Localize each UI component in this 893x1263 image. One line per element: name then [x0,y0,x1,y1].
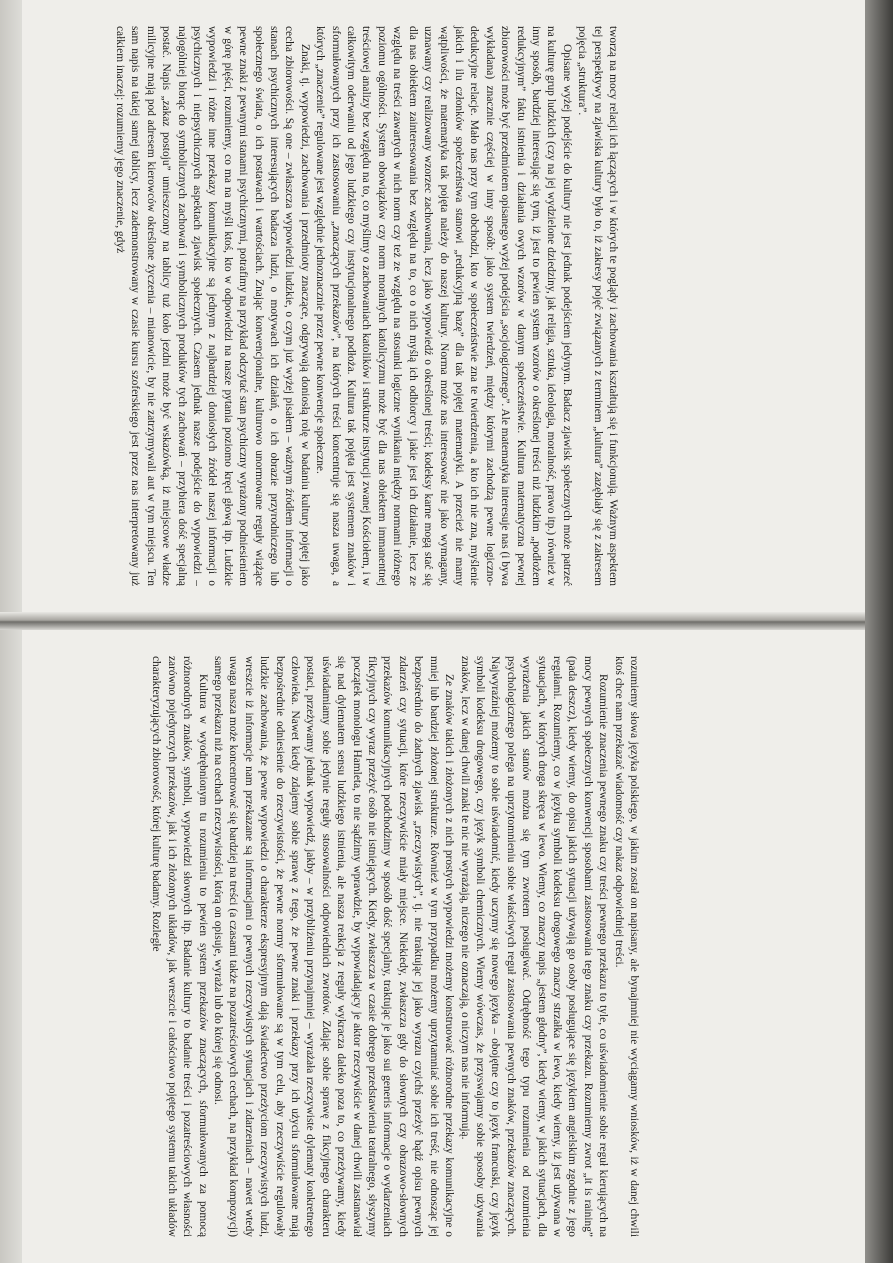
paragraph: Ze znaków takich i złożonych z nich prostych wypowiedzi możemy konstruować różnorodne przekazy komunikacyjne o mniej lub bardziej złożonej strukturze. Również w tym przypadku możemy uprzytamniać sobie ich treść, nie odnosząc jej bezpośrednio do żadnych zjawisk „rzeczywistych”, tj. nie traktując jej jako wyrazu czyichś przeżyć bądź opisu pewnych zdarzeń czy sytuacji, które rzeczywiście miały miejsce. Niekiedy, zwłaszcza gdy do słownych czy obrazowo-słownych przekazów komunikacyjnych podchodzimy w sposób dość specjalny, traktując je jako sui generis informacje o wydarzeniach fikcyjnych czy wyraz przeżyć osób nie istniejących. Kiedy, zwłaszcza w czasie dobrego przedstawienia teatralnego, słyszymy początek monologu Hamleta, to nie sądzimy wprawdzie, by wypowiadający je aktor rzeczywiście w danej chwili zastanawiał się nad dylematem sensu ludzkiego istnienia, ale nasza reakcja z reguły wykracza daleko poza to, co przeżywamy, kiedy uświadamiamy sobie jedynie reguły stosowalności odpowiednich zwrotów. Zdając sobie sprawę z fikcyjnego charakteru postaci, przeżywamy jednak wypowiedź, jakby – w przybliżeniu przynajmniej – wyrażała rzeczywiste dylematy konkretnego człowieka. Nawet kiedy zdajemy sobie sprawę z tego, że pewne znaki i przekazy przy ich użyciu sformułowane mają bezpośrednie odniesienie do rzeczywistości, że pewne normy sformułowane są w tym celu, aby rzeczywiście regulowały ludzkie zachowania, że pewne wypowiedzi o charakterze ekspresyjnym dają świadectwo przeżyciom rzeczywistych ludzi, wreszcie iż informacje nam przekazane są informacjami o pewnych rzeczywistych sytuacjach i zdarzeniach – nawet wtedy uwaga nasza może koncentrować się bardziej na treści (a czasami także na pozatreściowych cechach, na przykład kompozycji) samego przekazu niż na cechach rzeczywistości, którą on opisuje, wyraża lub do której się odnosi. [212,656,456,1237]
paragraph: Opisane wyżej podejście do kultury nie jest jednak podejściem jedynym. Badacz zjawisk społecznych może patrzeć na kulturę grup ludzkich (czy na jej wydzielone dziedziny, jak religia, sztuka, ideologia, moralność, prawo itp.) również w inny sposób, bardziej interesując się tym, iż jest to pewien system wzorów o określonej treści niż ludzkim „podłożem redukcyjnym” faktu istnienia i działania owych wzorów w danym społeczeństwie. Kultura matematyczna pewnej zbiorowości może być przedmiotem opisanego wyżej podejścia „socjologicznego”. Ale matematyka interesuje nas (i bywa wykładana) znacznie częściej w inny sposób: jako system twierdzeń, między którymi zachodzą pewne logiczno-dedukcyjne relacje. Mało nas przy tym obchodzi, kto w społeczeństwie zna te twierdzenia, a kto ich nie zna, myślenie jakich i ilu członków społeczeństwa stanowi „redukcyjną bazę” dla tak pojętej matematyki. A przecież nie mamy wątpliwości, że matematyka tak pojęta należy do naszej kultury. Norma może nas interesować nie jako wymagany, uznawany czy realizowany wzorzec zachowania, lecz jako wypowiedź o określonej treści; kodeksy karne mogą stać się dla nas obiektem zainteresowania bez względu na to, co o nich myślą ich odbiorcy i jakie jest ich działanie, lecz ze względu na treści zawartych w nich norm czy też ze względu na stosunki logiczne wynikania między normami różnego poziomu ogólności. System obowiązków czy norm moralnych katolicyzmu może być dla nas obiektem immanentnej treściowej analizy bez względu na to, co myślimy o zachowaniach katolików i strukturze instytucji zwanej Kościołem, i w całkowitym oderwaniu od jego ludzkiego czy instytucjonalnego podłoża. Kultura tak pojęta jest systemem znaków i sformułowanych przy ich zastosowaniu „znaczących przekazów”, na których treści koncentruje się nasza uwaga, a których „znaczenie” regulowane jest względnie jednoznacznie przez pewne konwencje społeczne. [314,26,573,586]
paragraph: Znaki, tj. wypowiedzi, zachowania i przedmioty znaczące, odgrywają doniosłą rolę w badaniu kultury pojętej jako cecha zbiorowości. Są one – zwłaszcza wypowiedzi ludzkie, o czym już wyżej pisałem – ważnym źródłem informacji o stanach psychicznych interesujących badacza ludzi, o motywach ich działań, o ich obrazie przyrodniczego lub społecznego świata, o ich postawach i wartościach. Znając konwencjonalne, kulturowo unormowane reguły wiążące pewne znaki z pewnymi stanami psychicznymi, potrafimy na przykład odczytać stan psychiczny wyrażony podniesieniem w górę pięści, rozumiemy, co ma na myśli ktoś, kto w odpowiedzi na nasze pytania poziomo kręci głową itp. Ludzkie wypowiedzi i różne inne przekazy komunikacyjne są jednym z najbardziej doniosłych źródeł naszej informacji o psychicznych i niepsychicznych aspektach zjawisk społecznych. Czasem jednak nasze podejście do wypowiedzi – najogólniej biorąc do symbolicznych zachowań i symbolicznych produktów tych zachowań – przybiera dość specjalną postać. Napis „zakaz postoju” umieszczony na tablicy tuż koło jezdni może być wskazówką, iż miejscowe władze milicyjne mają pod adresem kierowców określone życzenia – mianowicie, by nie zatrzymywali aut w tym miejscu. Ten sam napis na takiej samej tablicy, lecz zademonstrowany w czasie kursu szoferskiego jest przez nas interpretowany już całkiem inaczej: rozumiemy jego znaczenie, gdyż [114,26,311,586]
lower-page-text-block [0,630,655,1263]
upper-page-text-block [0,0,634,612]
book-gutter [0,612,893,630]
paragraph: Kultura w wyodrębnionym tu rozumieniu to pewien system przekazów znaczących, sformułowanych za pomocą różnorodnych znaków, symboli, wypowiedzi słownych itp. Badanie kultury to badanie treści i pozatreściowych własności zarówno pojedynczych przekazów, jak i ich złożonych układów, jak wreszcie i całościowo pojętego systemu takich układów charakteryzujących zbiorowość, której kulturę badamy. Rozległe [150,656,209,1237]
lower-printed-page [22,630,865,1263]
paragraph: rozumiemy słowa języka polskiego, w jakim został on napisany, ale bynajmniej nie wyciągamy wniosków, iż w danej chwili ktoś chce nam przekazać wiadomość czy nakaz odpowiedniej treści. [612,656,640,1237]
paragraph: Rozumienie znaczenia pewnego znaku czy treści pewnego przekazu to tyle, co uświadomienie sobie reguł kierujących na mocy pewnych społecznych konwencji sposobami zastosowania tego znaku czy przekazu. Rozumiemy zwrot „it is raining” (pada deszcz), kiedy wiemy, do opisu jakich sytuacji używają go osoby posługujące się językiem angielskim zgodnie z jego regułami. Rozumiemy, co w języku symboli kodeksu drogowego znaczy strzałka w lewo, kiedy wiemy, iż jest używana w sytuacjach, w których droga skręca w lewo. Wiemy, co znaczy napis „jestem głodny”, kiedy wiemy, w jakich sytuacjach, dla wyrażenia jakich stanów można się tym zwrotem posługiwać. Odrębność tego typu rozumienia od rozumienia psychologicznego polega na uprzytomnieniu sobie właściwych reguł zastosowania pewnych znaków, przekazów znaczących. Najwyraźniej możemy to sobie uświadomić, kiedy uczymy się nowego języka – obojętne czy to język francuski, czy język symboli kodeksu drogowego, czy język symboli chemicznych. Wiemy wówczas, że przyswajamy sobie sposoby używania znaków, lecz w danej chwili znaki te nic nie wyrażają, niczego nie oznaczają, o niczym nas nie informują. [458,656,610,1237]
upper-printed-page [22,0,865,612]
right-page-edge-shadow [865,0,893,1263]
paragraph: tworzą na mocy relacji ich łączących i w których te poglądy i zachowania kształtują się i funkcjonują. Ważnym aspektem tej perspektywy na zjawiska kultury było to, iż zakresy pojęć związanych z terminem „kultura” zazębiały się z zakresem pojęcia „struktura”. [576,26,619,586]
